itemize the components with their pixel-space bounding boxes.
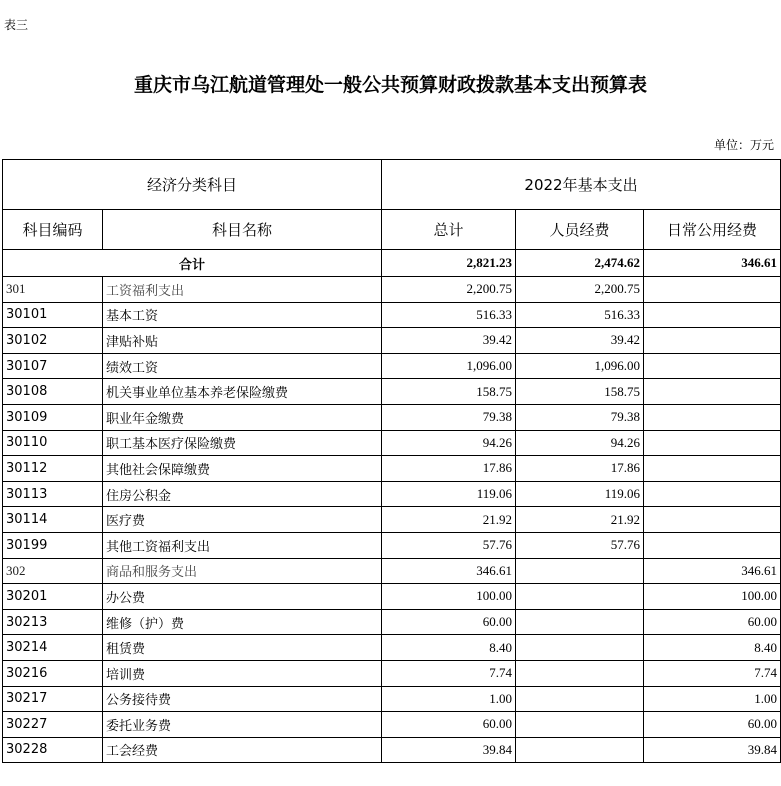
header-basic-expenditure-2022: 2022年基本支出 (382, 160, 781, 210)
subject-code-cell: 30214 (3, 635, 103, 661)
subject-name-cell: 培训费 (103, 660, 382, 686)
subject-code-cell: 30102 (3, 328, 103, 354)
table-row (3, 712, 781, 738)
subject-name-cell: 工会经费 (103, 737, 382, 763)
table-row (3, 532, 781, 558)
public-cell (644, 532, 781, 558)
personnel-cell: 39.42 (516, 328, 644, 354)
public-cell: 8.40 (644, 635, 781, 661)
personnel-cell (516, 584, 644, 610)
subject-code-cell: 30201 (3, 584, 103, 610)
public-cell: 100.00 (644, 584, 781, 610)
public-cell (644, 430, 781, 456)
personnel-cell (516, 609, 644, 635)
total-cell: 1,096.00 (382, 353, 516, 379)
subject-name-cell: 职业年金缴费 (103, 404, 382, 430)
table-row (3, 737, 781, 763)
public-cell: 7.74 (644, 660, 781, 686)
public-cell: 60.00 (644, 609, 781, 635)
total-cell: 346.61 (382, 558, 516, 584)
subject-code-cell: 30114 (3, 507, 103, 533)
table-row (3, 481, 781, 507)
total-cell: 8.40 (382, 635, 516, 661)
personnel-cell (516, 737, 644, 763)
header-subject-code: 科目编码 (3, 210, 103, 250)
subject-name-cell: 其他工资福利支出 (103, 532, 382, 558)
personnel-cell: 17.86 (516, 456, 644, 482)
table-row (3, 635, 781, 661)
header-subject-name: 科目名称 (103, 210, 382, 250)
header-economic-classification: 经济分类科目 (3, 160, 382, 210)
total-cell: 39.42 (382, 328, 516, 354)
total-cell: 39.84 (382, 737, 516, 763)
total-cell: 516.33 (382, 302, 516, 328)
total-cell: 79.38 (382, 404, 516, 430)
total-cell: 119.06 (382, 481, 516, 507)
personnel-cell (516, 660, 644, 686)
subject-name-cell: 其他社会保障缴费 (103, 456, 382, 482)
public-cell (644, 277, 781, 303)
table-row (3, 430, 781, 456)
category-row (3, 277, 781, 303)
total-sum: 2,821.23 (382, 250, 516, 277)
total-cell: 158.75 (382, 379, 516, 405)
header-personnel-expense: 人员经费 (516, 210, 644, 250)
table-row (3, 660, 781, 686)
personnel-cell: 1,096.00 (516, 353, 644, 379)
subject-code-cell: 30112 (3, 456, 103, 482)
total-personnel: 2,474.62 (516, 250, 644, 277)
subject-code-cell: 30216 (3, 660, 103, 686)
subject-code-cell: 30101 (3, 302, 103, 328)
table-row (3, 353, 781, 379)
category-row (3, 558, 781, 584)
subject-name-cell: 职工基本医疗保险缴费 (103, 430, 382, 456)
table-row (3, 302, 781, 328)
public-cell: 39.84 (644, 737, 781, 763)
subject-code-cell: 30113 (3, 481, 103, 507)
total-public: 346.61 (644, 250, 781, 277)
personnel-cell (516, 686, 644, 712)
unit-label: 单位：万元 (713, 138, 774, 152)
subject-code-cell: 30228 (3, 737, 103, 763)
subject-name-cell: 机关事业单位基本养老保险缴费 (103, 379, 382, 405)
personnel-cell (516, 712, 644, 738)
table-row (3, 328, 781, 354)
subject-code-cell: 30107 (3, 353, 103, 379)
table-row (3, 686, 781, 712)
subject-name-cell: 办公费 (103, 584, 382, 610)
personnel-cell: 21.92 (516, 507, 644, 533)
header-total: 总计 (382, 210, 516, 250)
subject-name-cell: 商品和服务支出 (103, 558, 382, 584)
subject-code-cell: 30108 (3, 379, 103, 405)
subject-name-cell: 基本工资 (103, 302, 382, 328)
table-number-label: 表三 (4, 18, 29, 32)
public-cell (644, 328, 781, 354)
subject-code-cell: 30227 (3, 712, 103, 738)
subject-name-cell: 医疗费 (103, 507, 382, 533)
total-row (3, 250, 781, 277)
subject-name-cell: 工资福利支出 (103, 277, 382, 303)
header-public-expense: 日常公用经费 (644, 210, 781, 250)
subject-name-cell: 委托业务费 (103, 712, 382, 738)
total-cell: 1.00 (382, 686, 516, 712)
subject-name-cell: 津贴补贴 (103, 328, 382, 354)
table-row (3, 456, 781, 482)
total-label: 合计 (3, 250, 382, 277)
subject-code-cell: 30110 (3, 430, 103, 456)
total-cell: 2,200.75 (382, 277, 516, 303)
total-cell: 100.00 (382, 584, 516, 610)
total-cell: 7.74 (382, 660, 516, 686)
public-cell (644, 456, 781, 482)
public-cell (644, 481, 781, 507)
public-cell (644, 379, 781, 405)
total-cell: 94.26 (382, 430, 516, 456)
page-title: 重庆市乌江航道管理处一般公共预算财政拨款基本支出预算表 (133, 74, 647, 96)
personnel-cell: 94.26 (516, 430, 644, 456)
personnel-cell (516, 558, 644, 584)
public-cell (644, 353, 781, 379)
subject-name-cell: 绩效工资 (103, 353, 382, 379)
public-cell (644, 507, 781, 533)
header-row-columns (3, 210, 781, 250)
table-row (3, 404, 781, 430)
table-row (3, 584, 781, 610)
subject-code-cell: 30217 (3, 686, 103, 712)
subject-name-cell: 租赁费 (103, 635, 382, 661)
personnel-cell: 79.38 (516, 404, 644, 430)
subject-code-cell: 30109 (3, 404, 103, 430)
public-cell: 1.00 (644, 686, 781, 712)
total-cell: 60.00 (382, 712, 516, 738)
subject-name-cell: 维修（护）费 (103, 609, 382, 635)
table-row (3, 507, 781, 533)
public-cell (644, 302, 781, 328)
personnel-cell (516, 635, 644, 661)
subject-code-cell: 30213 (3, 609, 103, 635)
public-cell: 346.61 (644, 558, 781, 584)
header-row-group (3, 160, 781, 210)
subject-name-cell: 住房公积金 (103, 481, 382, 507)
table-row (3, 609, 781, 635)
personnel-cell: 516.33 (516, 302, 644, 328)
table-row (3, 379, 781, 405)
personnel-cell: 57.76 (516, 532, 644, 558)
total-cell: 60.00 (382, 609, 516, 635)
subject-name-cell: 公务接待费 (103, 686, 382, 712)
personnel-cell: 158.75 (516, 379, 644, 405)
public-cell (644, 404, 781, 430)
public-cell: 60.00 (644, 712, 781, 738)
budget-table (2, 159, 781, 763)
subject-code-cell: 302 (3, 558, 103, 584)
personnel-cell: 119.06 (516, 481, 644, 507)
subject-code-cell: 301 (3, 277, 103, 303)
total-cell: 21.92 (382, 507, 516, 533)
personnel-cell: 2,200.75 (516, 277, 644, 303)
total-cell: 57.76 (382, 532, 516, 558)
total-cell: 17.86 (382, 456, 516, 482)
subject-code-cell: 30199 (3, 532, 103, 558)
